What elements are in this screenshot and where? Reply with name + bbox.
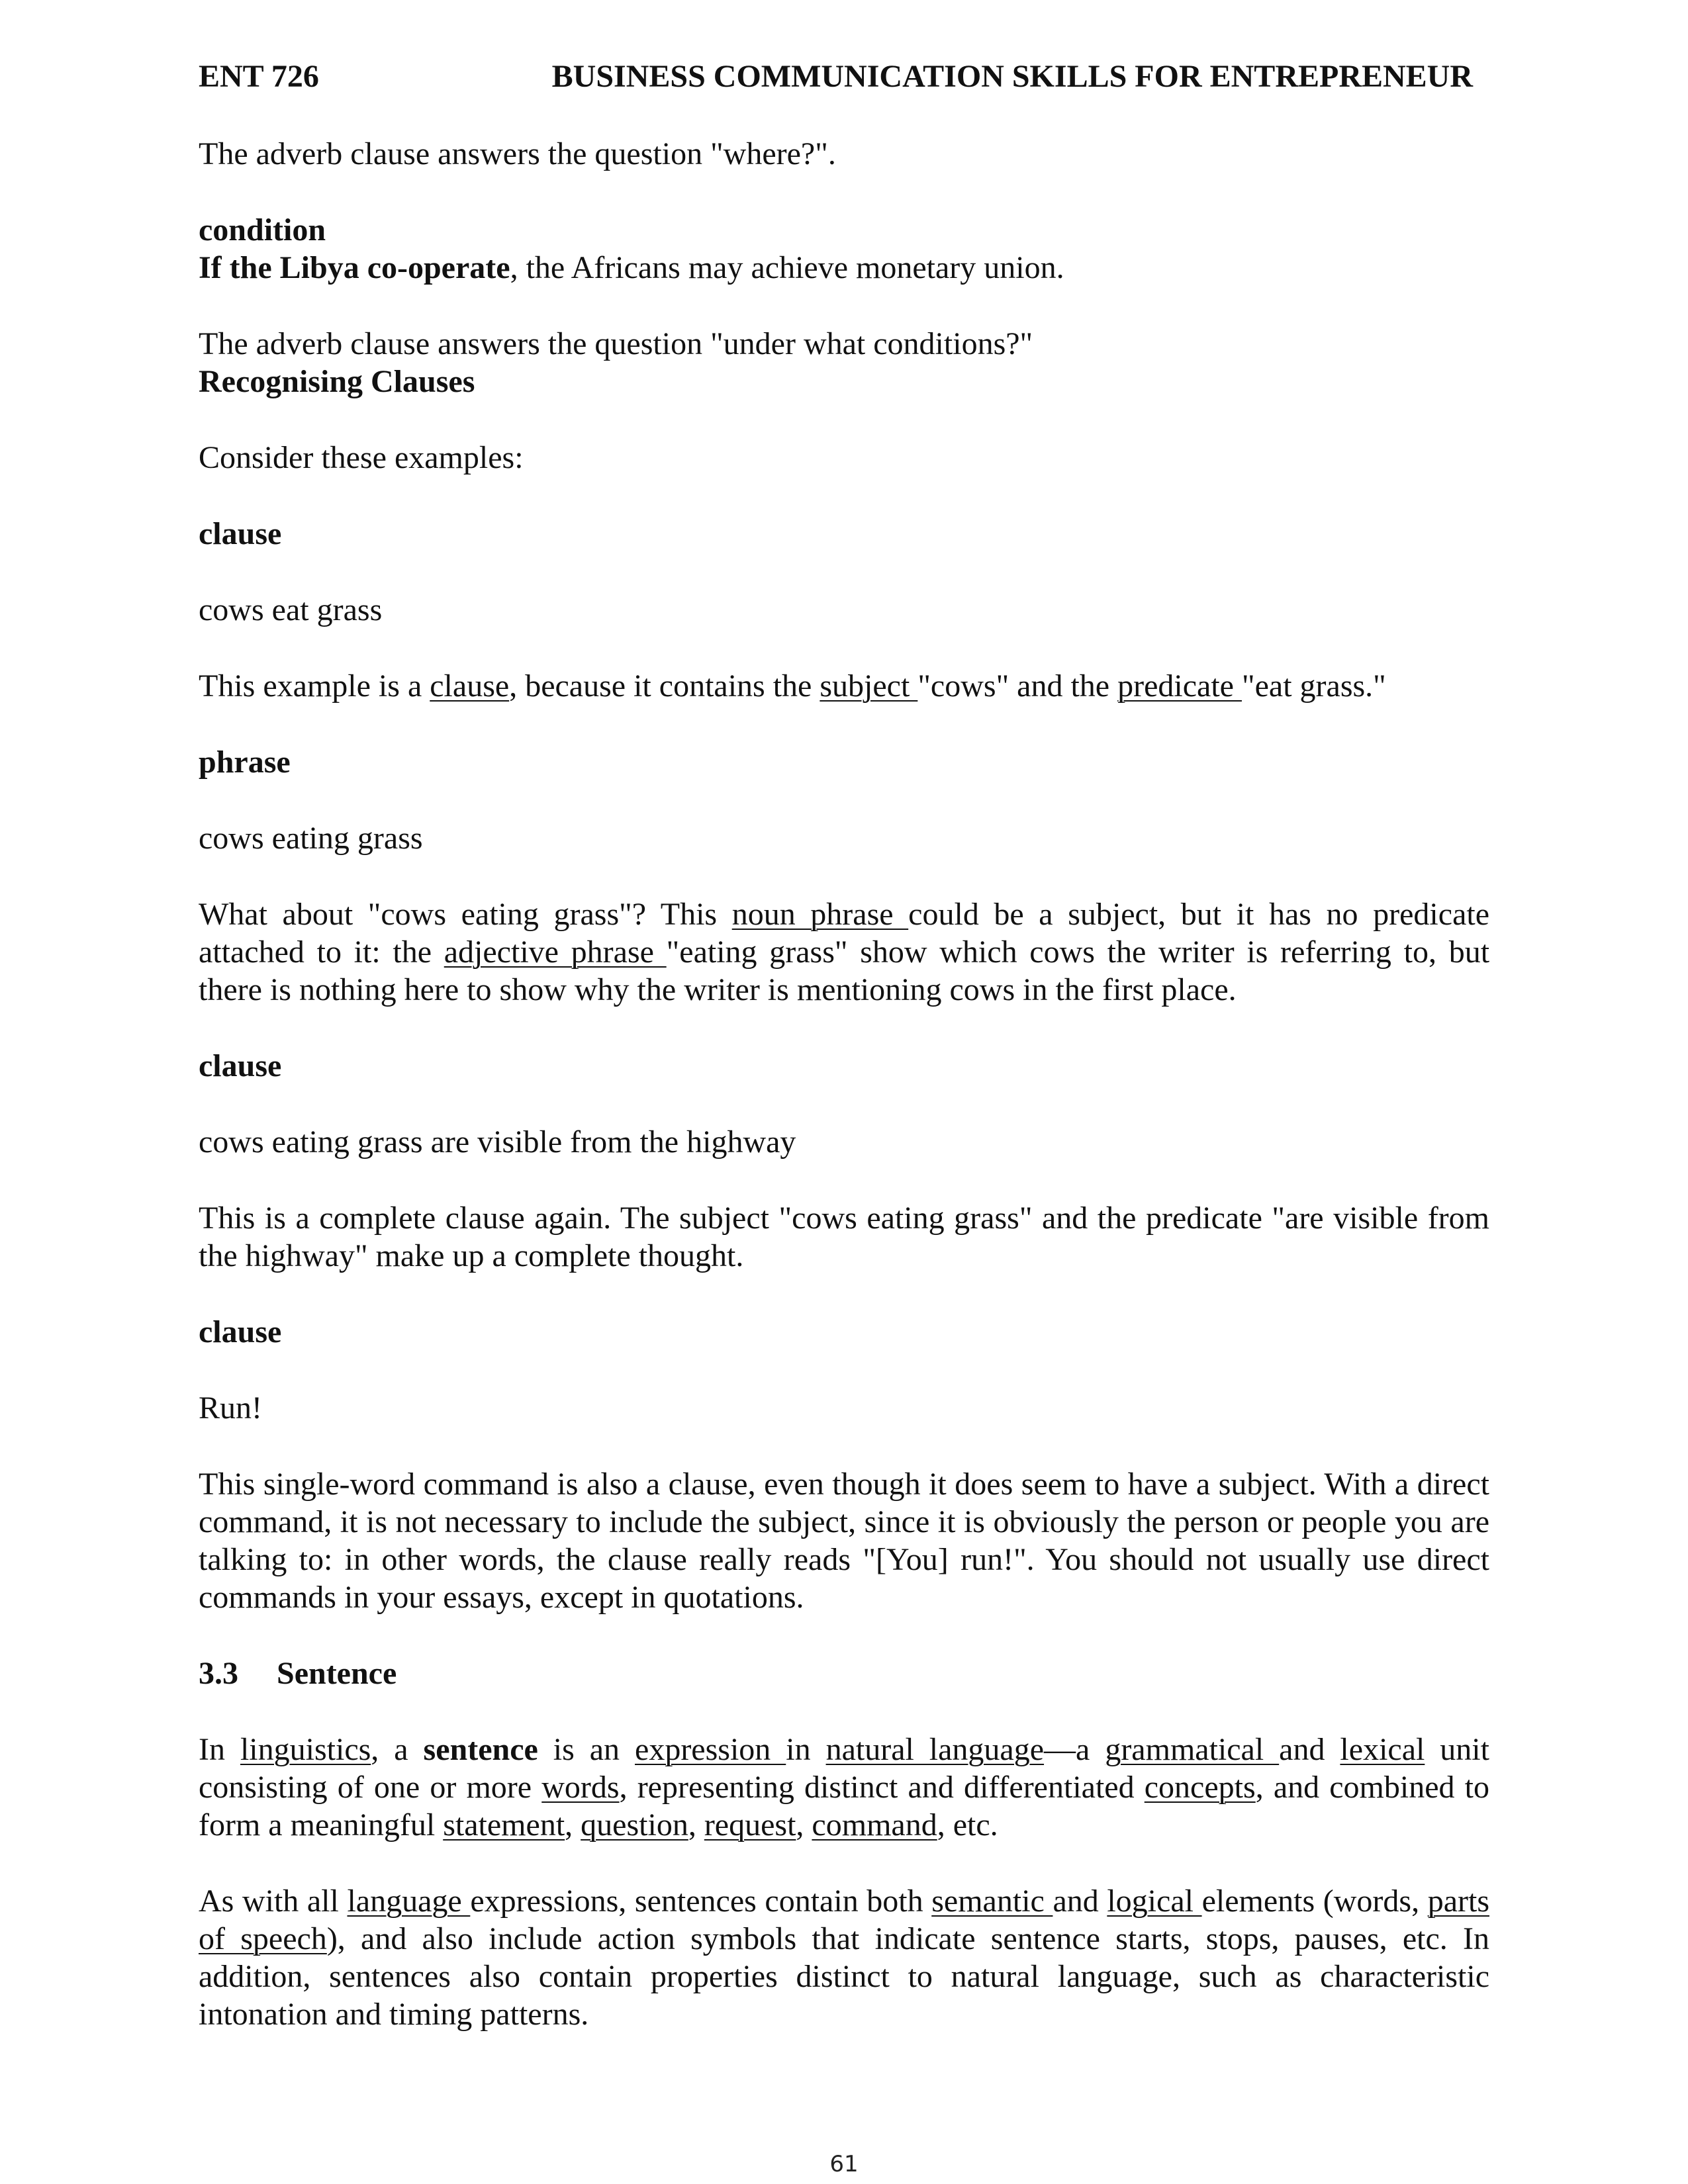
paragraph-sentence-elements: [199, 1882, 1489, 2033]
heading-clause-2: clause: [199, 1048, 282, 1083]
link-predicate[interactable]: predicate: [1117, 668, 1242, 704]
paragraph-example-1: [199, 667, 1489, 705]
example-cows-eat-grass: cows eat grass: [199, 592, 383, 627]
text-run: , and combined to form a meaningful: [199, 1770, 1490, 1843]
text-run: This example is a: [199, 668, 430, 704]
page-number: 61: [829, 2151, 859, 2177]
heading-phrase: phrase: [199, 745, 291, 780]
example-cows-visible-highway: cows eating grass are visible from the highway: [199, 1124, 796, 1160]
paragraph-example-3: This is a complete clause again. The subject "cows eating grass" and the predicate "are visible from the highway" make up a complete thought.: [199, 1201, 1489, 1273]
text-run: could be a subject, but it has no predicate attached to it: the: [199, 897, 1490, 970]
section-heading-sentence: [199, 1655, 1489, 1692]
link-clause[interactable]: clause: [430, 668, 510, 704]
text-run: , etc.: [937, 1807, 998, 1843]
heading-clause-3: clause: [199, 1314, 282, 1349]
paragraph-condition-example: [199, 249, 1489, 287]
paragraph-where: The adverb clause answers the question "where?".: [199, 136, 836, 171]
link-lexical[interactable]: lexical: [1340, 1732, 1425, 1767]
running-header: [199, 58, 1473, 95]
example-run: Run!: [199, 1390, 262, 1426]
text-run: What about "cows eating grass"? This: [199, 897, 732, 932]
text-run: As with all: [199, 1884, 348, 1919]
paragraph-example-2: [199, 895, 1489, 1009]
heading-recognising-clauses: Recognising Clauses: [199, 364, 475, 399]
link-concepts[interactable]: concepts: [1144, 1770, 1256, 1805]
link-statement[interactable]: statement: [443, 1807, 565, 1843]
text-run: , because it contains the: [509, 668, 820, 704]
link-adjective-phrase[interactable]: adjective phrase: [444, 934, 667, 970]
text-run: —a: [1044, 1732, 1105, 1767]
text-run: elements (words,: [1201, 1884, 1428, 1919]
page-body: [199, 135, 1489, 2071]
link-expression[interactable]: expression: [635, 1732, 786, 1767]
link-linguistics[interactable]: linguistics: [240, 1732, 371, 1767]
term-sentence: sentence: [423, 1732, 538, 1767]
condition-clause-bold: If the Libya co-operate: [199, 250, 510, 285]
link-semantic[interactable]: semantic: [931, 1884, 1053, 1919]
link-question[interactable]: question: [581, 1807, 688, 1843]
text-run: ,: [796, 1807, 812, 1843]
text-run: "eating grass" show which cows the writer is referring to, but there is nothing here to show why the writer is mentioning cows in the first place.: [199, 934, 1490, 1007]
text-run: ,: [565, 1807, 581, 1843]
text-run: and: [1279, 1732, 1340, 1767]
link-request[interactable]: request: [704, 1807, 796, 1843]
section-title: Sentence: [277, 1656, 397, 1691]
paragraph-consider: Consider these examples:: [199, 440, 524, 475]
heading-condition: condition: [199, 212, 326, 248]
link-natural-language[interactable]: natural language: [825, 1732, 1045, 1767]
text-run: in: [786, 1732, 826, 1767]
link-subject[interactable]: subject: [820, 668, 918, 704]
text-run: , a: [371, 1732, 424, 1767]
text-run: ), and also include action symbols that indicate sentence starts, stops, pauses, etc. In addition, sentences also contain properties distinct to natural language, such as characteristic intonation and timing patterns.: [199, 1921, 1490, 2032]
link-parts-of-speech[interactable]: parts of speech: [199, 1884, 1489, 1956]
paragraph-sentence-definition: [199, 1731, 1489, 1844]
text-run: , representing distinct and differentiated: [619, 1770, 1145, 1805]
text-run: "cows" and the: [917, 668, 1118, 704]
text-run: In: [199, 1732, 240, 1767]
link-grammatical[interactable]: grammatical: [1105, 1732, 1280, 1767]
paragraph-conditions: The adverb clause answers the question "under what conditions?": [199, 326, 1033, 361]
link-language[interactable]: language: [347, 1884, 471, 1919]
link-logical[interactable]: logical: [1107, 1884, 1202, 1919]
course-title: BUSINESS COMMUNICATION SKILLS FOR ENTREPRENEUR: [551, 59, 1473, 94]
condition-clause-rest: , the Africans may achieve monetary union.: [510, 250, 1064, 285]
link-words[interactable]: words: [541, 1770, 620, 1805]
course-code: ENT 726: [199, 59, 319, 94]
section-number: 3.3: [199, 1656, 238, 1691]
link-noun-phrase[interactable]: noun phrase: [731, 897, 909, 932]
text-run: expressions, sentences contain both: [470, 1884, 932, 1919]
text-run: and: [1053, 1884, 1107, 1919]
paragraph-example-4: This single-word command is also a clause, even though it does seem to have a subject. With a direct command, it is not necessary to include the subject, since it is obviously the person or people you are talking to: in other words, the clause really reads "[You] run!". You should not usually use direct commands in your essays, except in quotations.: [199, 1467, 1489, 1615]
heading-clause-1: clause: [199, 516, 282, 551]
text-run: unit consisting of one or more: [199, 1732, 1489, 1805]
text-run: is an: [538, 1732, 635, 1767]
example-cows-eating-grass: cows eating grass: [199, 821, 423, 856]
text-run: "eat grass.": [1241, 668, 1386, 704]
text-run: ,: [688, 1807, 704, 1843]
link-command[interactable]: command: [812, 1807, 937, 1843]
